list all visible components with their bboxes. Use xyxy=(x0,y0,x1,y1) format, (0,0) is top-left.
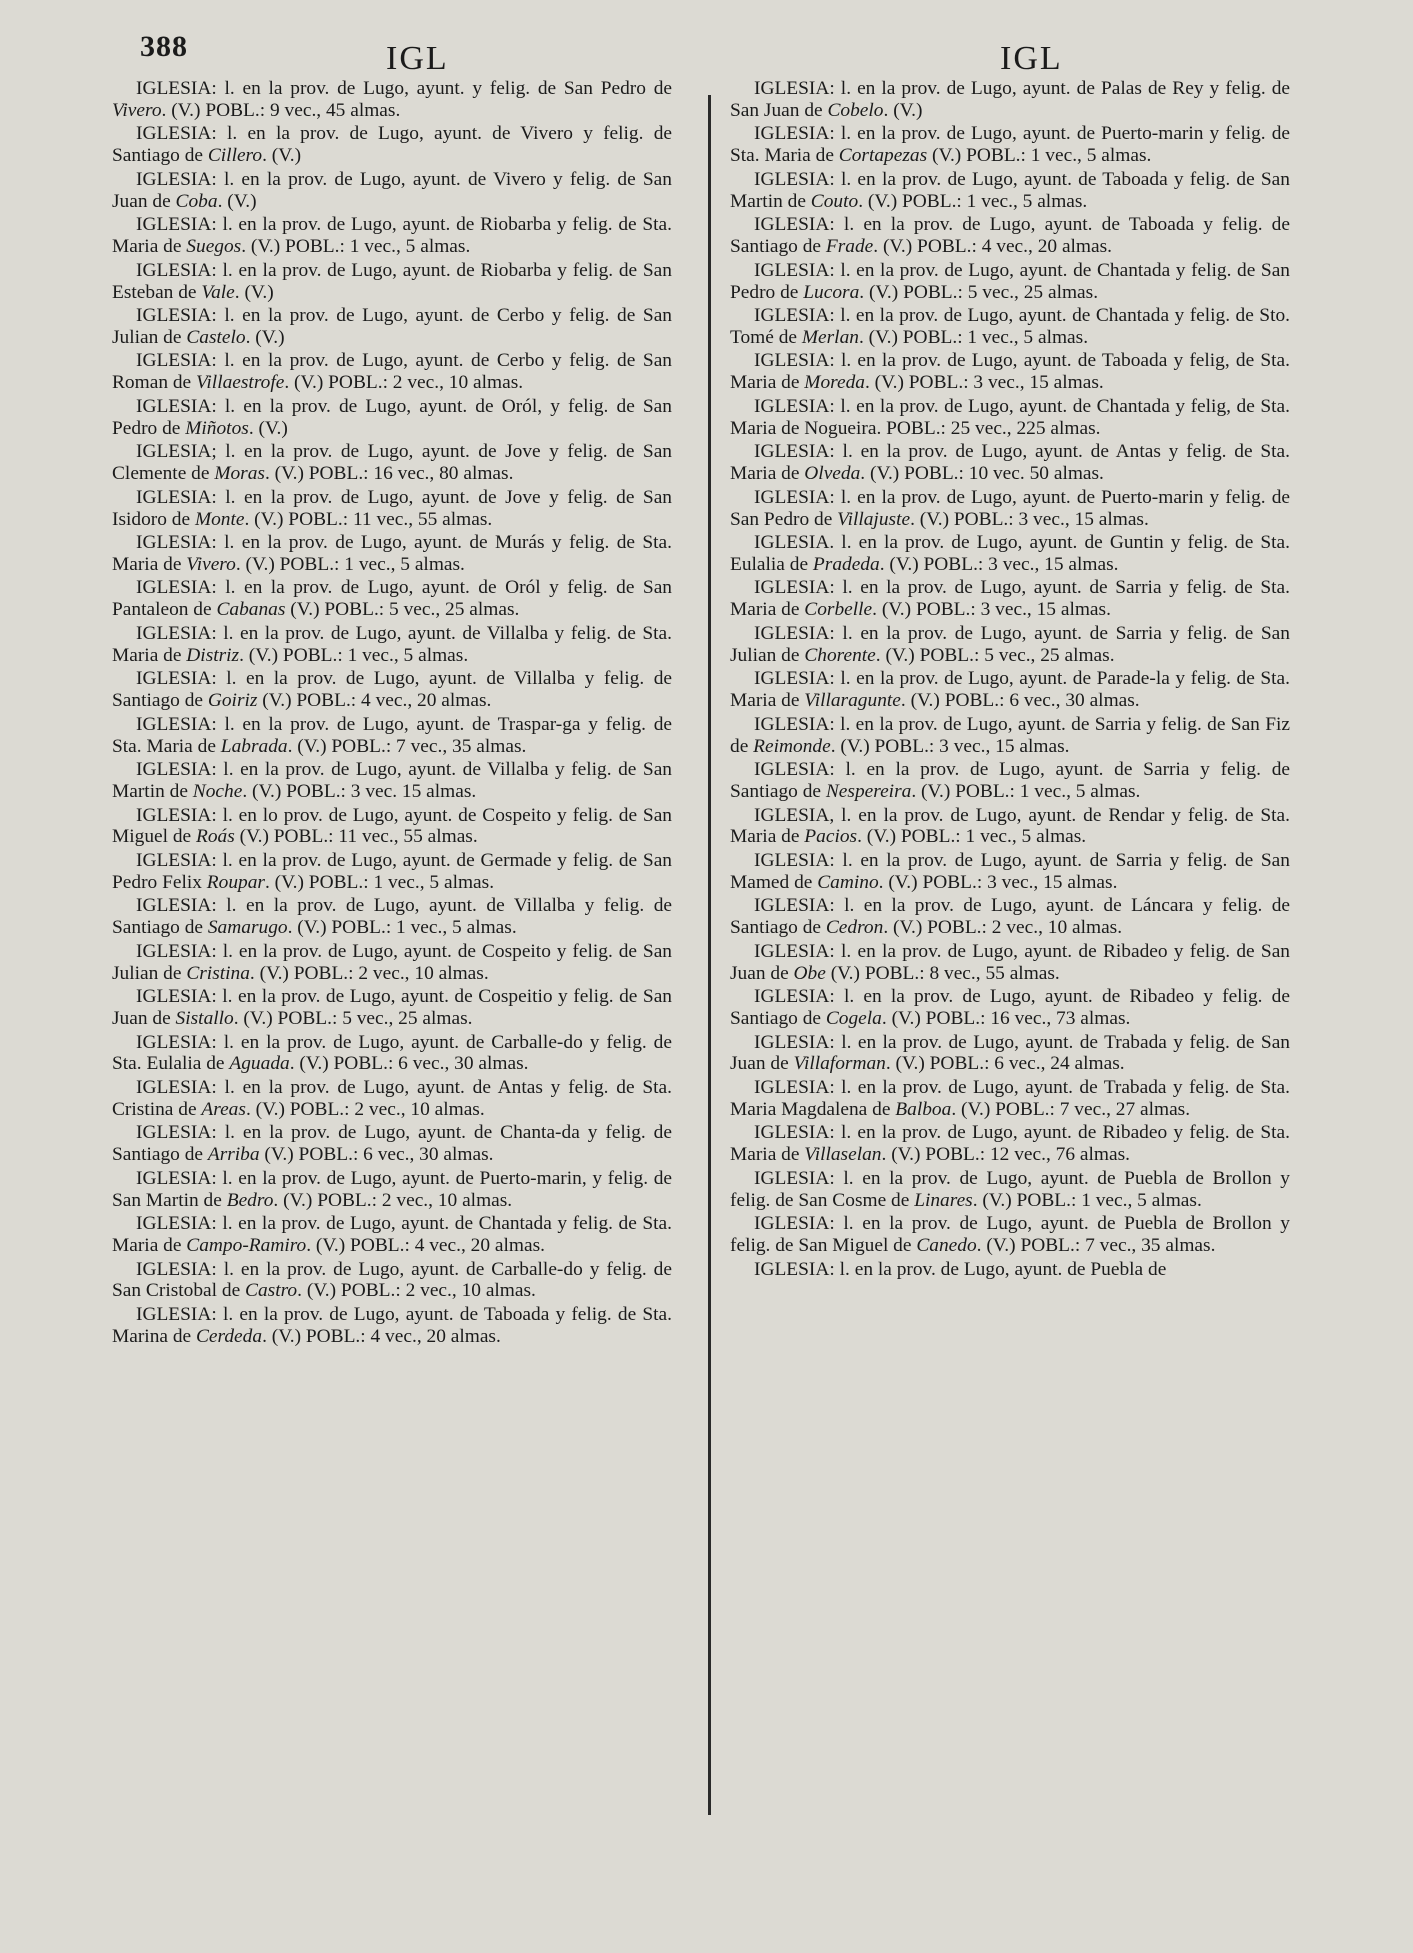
entry-population: . (V.) POBL.: 3 vec., 15 almas. xyxy=(830,735,1070,757)
entry-text: IGLESIA: l. en la prov. de Lugo, ayunt. de Jove y felig. de San Isidoro de xyxy=(112,486,672,530)
parish-name: Roás xyxy=(196,826,235,848)
entry-text: IGLESIA: l. en la prov. de Lugo, ayunt. de Puebla de Brollon y felig. de San Cosme de xyxy=(730,1167,1290,1211)
gazetteer-entry xyxy=(730,487,1290,531)
parish-name: Nespereira xyxy=(825,781,912,802)
parish-name: Villajuste xyxy=(837,508,911,530)
gazetteer-entry xyxy=(730,986,1290,1030)
gazetteer-entry xyxy=(112,1304,672,1348)
entry-population: . (V.) POBL.: 1 vec., 5 almas. xyxy=(287,917,517,939)
entry-text: IGLESIA: l. en la prov. de Lugo, ayunt. de Villalba y felig. de Santiago de xyxy=(112,668,672,712)
parish-name: Obe xyxy=(793,962,826,984)
entry-population: . (V.) POBL.: 4 vec., 20 almas. xyxy=(262,1325,501,1347)
entry-population: . (V.) POBL.: 2 vec., 10 almas. xyxy=(273,1189,513,1211)
entry-text: IGLESIA: l. en la prov. de Lugo, ayunt. de Láncara y felig. de Santiago de xyxy=(730,895,1290,939)
gazetteer-entry xyxy=(730,941,1290,985)
parish-name: Distriz xyxy=(186,644,240,666)
gazetteer-entry xyxy=(730,396,1290,440)
entry-text: IGLESIA: l. en la prov. de Lugo, ayunt. de Riobarba y felig. de San Esteban de xyxy=(112,259,672,303)
entry-text: IGLESIA: l. en la prov. de Lugo, ayunt. de Sarria y felig. de Santiago de xyxy=(730,759,1290,802)
gazetteer-entry xyxy=(730,759,1290,803)
entry-population: (V.) POBL.: 11 vec., 55 almas. xyxy=(234,826,478,848)
gazetteer-entry xyxy=(730,577,1290,621)
parish-name: Arriba xyxy=(207,1144,260,1166)
gazetteer-entry xyxy=(730,1259,1290,1281)
left-column xyxy=(112,78,672,1349)
entry-population: . (V.) xyxy=(217,190,257,212)
entry-text: IGLESIA: l. en la prov. de Lugo, ayunt. de Chantada y felig. de Sta. Maria de xyxy=(112,1213,672,1257)
entry-text: IGLESIA. l. en la prov. de Lugo, ayunt. de Guntin y felig. de Sta. Eulalia de xyxy=(730,532,1290,575)
parish-name: Canedo xyxy=(916,1235,977,1257)
entry-text: IGLESIA: l. en la prov. de Lugo, ayunt. de Sarria y felig. de Sta. Maria de xyxy=(730,577,1290,621)
entry-text: IGLESIA: l. en la prov. de Lugo, ayunt. de Ribadeo y felig. de Sta. Maria de xyxy=(730,1122,1290,1166)
parish-name: Suegos xyxy=(186,236,242,258)
entry-population: . (V.) POBL.: 3 vec., 15 almas. xyxy=(879,553,1119,575)
entry-text: IGLESIA: l. en la prov. de Lugo, ayunt. de Sarria y felig. de San Mamed de xyxy=(730,849,1290,893)
parish-name: Roupar xyxy=(206,871,265,893)
entry-population: . (V.) POBL.: 1 vec., 5 almas. xyxy=(241,236,471,258)
parish-name: Noche xyxy=(192,781,243,802)
gazetteer-entry xyxy=(730,78,1290,122)
entry-population: . (V.) POBL.: 4 vec., 20 almas. xyxy=(306,1235,545,1257)
gazetteer-entry xyxy=(112,577,672,621)
right-column xyxy=(730,78,1290,1282)
parish-name: Cristina xyxy=(186,962,250,984)
entry-text: IGLESIA: l. en la prov. de Lugo, ayunt. de Villalba y felig. de San Martin de xyxy=(112,759,672,802)
gazetteer-entry xyxy=(730,714,1290,758)
parish-name: Cobelo xyxy=(827,99,884,121)
entry-text: IGLESIA: l. en la prov. de Lugo, ayunt. de Cospeitio y felig. de San Juan de xyxy=(112,986,672,1030)
gazetteer-entry xyxy=(730,169,1290,213)
entry-population: . (V.) POBL.: 6 vec., 30 almas. xyxy=(900,690,1140,712)
gazetteer-entry xyxy=(730,123,1290,167)
gazetteer-entry xyxy=(730,350,1290,394)
entry-population: . (V.) POBL.: 7 vec., 35 almas. xyxy=(287,735,527,757)
entry-text: IGLESIA: l. en la prov. de Lugo, ayunt. de Sarria y felig. de San Fiz de xyxy=(730,713,1290,757)
entry-text: IGLESIA, l. en la prov. de Lugo, ayunt. de Rendar y felig. de Sta. Maria de xyxy=(730,804,1290,848)
entry-text: IGLESIA: l. en la prov. de Lugo, ayunt. de Puerto-marin y felig. de Sta. Maria de xyxy=(730,123,1290,167)
gazetteer-entry xyxy=(112,532,672,576)
entry-text: IGLESIA: l. en la prov. de Lugo, ayunt. de Oról, y felig. de San Pedro de xyxy=(112,395,672,439)
entry-text: IGLESIA: l. en la prov. de Lugo, ayunt. de Murás y felig. de Sta. Maria de xyxy=(112,532,672,575)
entry-text: IGLESIA: l. en la prov. de Lugo, ayunt. de Vivero y felig. de Santiago de xyxy=(112,123,672,167)
parish-name: Corbelle xyxy=(804,599,873,621)
parish-name: Villaforman xyxy=(793,1053,886,1075)
running-head-right: IGL xyxy=(1000,40,1063,77)
entry-text: IGLESIA: l. en la prov. de Lugo, ayunt. de Puebla de xyxy=(754,1258,1167,1280)
parish-name: Couto xyxy=(810,190,859,212)
entry-text: IGLESIA: l. en la prov. de Lugo, ayunt. de Taboada y felig, de Sta. Maria de xyxy=(730,350,1290,394)
parish-name: Moras xyxy=(214,463,265,485)
parish-name: Cillero xyxy=(207,145,263,167)
parish-name: Villaragunte xyxy=(804,690,901,712)
entry-text: IGLESIA: l. en la prov. de Lugo, ayunt. de Germade y felig. de San Pedro Felix xyxy=(112,849,672,893)
parish-name: Vivero xyxy=(112,99,162,121)
entry-text: IGLESIA: l. en la prov. de Lugo, ayunt. de Vivero y felig. de San Juan de xyxy=(112,168,672,212)
entry-population: (V.) POBL.: 6 vec., 30 almas. xyxy=(259,1144,494,1166)
parish-name: Areas xyxy=(201,1098,246,1120)
gazetteer-entry xyxy=(112,850,672,894)
gazetteer-entry xyxy=(112,1122,672,1166)
entry-text: IGLESIA: l. en la prov. de Lugo, ayunt. de Villalba y felig. de Santiago de xyxy=(112,895,672,939)
entry-population: (V.) POBL.: 5 vec., 25 almas. xyxy=(285,599,520,621)
entry-population: . (V.) xyxy=(234,281,274,303)
entry-population: . (V.) xyxy=(262,145,302,167)
entry-text: IGLESIA: l. en lo prov. de Lugo, ayunt. de Cospeito y felig. de San Miguel de xyxy=(112,804,672,848)
gazetteer-entry xyxy=(112,759,672,803)
entry-population: . (V.) POBL.: 5 vec., 25 almas. xyxy=(233,1008,473,1030)
parish-name: Chorente xyxy=(804,644,876,666)
entry-text: IGLESIA: l. en la prov. de Lugo, ayunt. de Carballe-do y felig. de San Cristobal de xyxy=(112,1258,672,1302)
parish-name: Cortapezas xyxy=(838,145,928,167)
gazetteer-entry xyxy=(112,305,672,349)
entry-population: . (V.) POBL.: 11 vec., 55 almas. xyxy=(244,508,493,530)
entry-population: . (V.) POBL.: 1 vec., 5 almas. xyxy=(858,190,1088,212)
parish-name: Camino xyxy=(817,871,879,893)
parish-name: Pacios xyxy=(804,826,858,848)
entry-text: IGLESIA: l. en la prov. de Lugo, ayunt. de Chantada y felig. de Sto. Tomé de xyxy=(730,305,1290,348)
parish-name: Campo-Ramiro xyxy=(186,1235,307,1257)
entry-population: . (V.) POBL.: 4 vec., 20 almas. xyxy=(873,236,1113,258)
gazetteer-entry xyxy=(730,441,1290,485)
gazetteer-entry xyxy=(730,214,1290,258)
entry-text: IGLESIA: l. en la prov. de Lugo, ayunt. de Puerto-marin y felig. de San Pedro de xyxy=(730,486,1290,530)
parish-name: Goiriz xyxy=(207,690,258,712)
entry-text: IGLESIA: l. en la prov. de Lugo, ayunt. de Puerto-marin, y felig. de San Martin de xyxy=(112,1167,672,1211)
entry-text: IGLESIA: l. en la prov. de Lugo, ayunt. de Antas y felig. de Sta. Cristina de xyxy=(112,1076,672,1120)
entry-text: IGLESIA: l. en la prov. de Lugo, ayunt. de Ribadeo y felig. de Santiago de xyxy=(730,986,1290,1030)
gazetteer-entry xyxy=(730,1032,1290,1076)
entry-population: . (V.) POBL.: 2 vec., 10 almas. xyxy=(249,962,489,984)
entry-population: . (V.) POBL.: 2 vec., 10 almas. xyxy=(284,372,524,394)
entry-population: . (V.) POBL.: 7 vec., 35 almas. xyxy=(976,1235,1216,1257)
parish-name: Villaestrofe xyxy=(196,372,285,394)
gazetteer-entry xyxy=(112,805,672,849)
gazetteer-entry xyxy=(112,169,672,213)
entry-population: . (V.) POBL.: 3 vec., 15 almas. xyxy=(864,372,1104,394)
entry-text: IGLESIA: l. en la prov. de Lugo, ayunt. de Trabada y felig. de Sta. Maria Magdalena de xyxy=(730,1076,1290,1120)
parish-name: Moreda xyxy=(804,372,865,394)
parish-name: Reimonde xyxy=(753,735,831,757)
gazetteer-entry xyxy=(112,1168,672,1212)
entry-text: IGLESIA: l. en la prov. de Lugo, ayunt. de Puebla de Brollon y felig. de San Miguel de xyxy=(730,1213,1290,1257)
entry-text: IGLESIA: l. en la prov. de Lugo, ayunt. de Parade-la y felig. de Sta. Maria de xyxy=(730,668,1290,712)
page-number: 388 xyxy=(140,30,188,63)
entry-text: IGLESIA: l. en la prov. de Lugo, ayunt. y felig. de San Pedro de xyxy=(136,78,672,99)
entry-population: . (V.) POBL.: 1 vec., 5 almas. xyxy=(858,326,1089,348)
entry-text: IGLESIA: l. en la prov. de Lugo, ayunt. de Cerbo y felig. de San Julian de xyxy=(112,305,672,348)
entry-text: IGLESIA: l. en la prov. de Lugo, ayunt. de Taboada y felig. de Santiago de xyxy=(730,214,1290,258)
entry-population: . (V.) POBL.: 3 vec., 15 almas. xyxy=(910,508,1149,530)
parish-name: Miñotos xyxy=(185,417,249,439)
entry-text: IGLESIA: l. en la prov. de Lugo, ayunt. de Cospeito y felig. de San Julian de xyxy=(112,940,672,984)
entry-population: . (V.) POBL.: 2 vec., 10 almas. xyxy=(297,1280,536,1302)
entry-text: IGLESIA; l. en la prov. de Lugo, ayunt. de Jove y felig. de San Clemente de xyxy=(112,441,672,485)
parish-name: Aguada xyxy=(229,1053,290,1075)
parish-name: Bedro xyxy=(226,1189,274,1211)
entry-text: IGLESIA: l. en la prov. de Lugo, ayunt. de Cerbo y felig. de San Roman de xyxy=(112,350,672,394)
entry-text: IGLESIA: l. en la prov. de Lugo, ayunt. de Villalba y felig. de Sta. Maria de xyxy=(112,622,672,666)
gazetteer-entry xyxy=(730,532,1290,576)
gazetteer-entry xyxy=(730,1168,1290,1212)
entry-population: . (V.) POBL.: 7 vec., 27 almas. xyxy=(951,1098,1191,1120)
entry-population: . (V.) POBL.: 3 vec. 15 almas. xyxy=(242,781,477,802)
entry-population: . (V.) POBL.: 6 vec., 30 almas. xyxy=(289,1053,529,1075)
gazetteer-entry xyxy=(112,350,672,394)
column-divider xyxy=(708,95,711,1815)
entry-population: . (V.) POBL.: 16 vec., 73 almas. xyxy=(881,1008,1131,1030)
entry-population: . (V.) POBL.: 5 vec., 25 almas. xyxy=(859,281,1099,303)
parish-name: Merlan xyxy=(801,326,859,348)
entry-text: IGLESIA: l. en la prov. de Lugo, ayunt. de Riobarba y felig. de Sta. Maria de xyxy=(112,214,672,258)
entry-population: . (V.) POBL.: 1 vec., 5 almas. xyxy=(264,871,495,893)
parish-name: Cabanas xyxy=(216,599,286,621)
parish-name: Villaselan xyxy=(804,1144,882,1166)
parish-name: Linares xyxy=(914,1189,973,1211)
parish-name: Monte xyxy=(194,508,245,530)
gazetteer-entry xyxy=(730,805,1290,849)
gazetteer-entry xyxy=(112,986,672,1030)
gazetteer-entry xyxy=(730,305,1290,349)
entry-population: . (V.) POBL.: 3 vec., 15 almas. xyxy=(872,599,1111,621)
entry-text: IGLESIA: l. en la prov. de Lugo, ayunt. de Chantada y felig, de Sta. Maria de Nogueira. POBL.: 25 vec., 225 almas. xyxy=(730,395,1290,439)
entry-population: . (V.) POBL.: 9 vec., 45 almas. xyxy=(161,99,401,121)
parish-name: Cogela xyxy=(825,1008,882,1030)
gazetteer-entry xyxy=(112,441,672,485)
entry-text: IGLESIA: l. en la prov. de Lugo, ayunt. de Taboada y felig. de Sta. Marina de xyxy=(112,1303,672,1347)
entry-population: . (V.) POBL.: 10 vec. 50 almas. xyxy=(860,463,1104,485)
entry-population: . (V.) POBL.: 1 vec., 5 almas. xyxy=(239,644,469,666)
parish-name: Labrada xyxy=(220,735,288,757)
parish-name: Castro xyxy=(245,1280,298,1302)
entry-text: IGLESIA: l. en la prov. de Lugo, ayunt. de Trabada y felig. de San Juan de xyxy=(730,1031,1290,1075)
gazetteer-entry xyxy=(730,850,1290,894)
entry-population: (V.) POBL.: 1 vec., 5 almas. xyxy=(927,145,1152,167)
gazetteer-entry xyxy=(112,123,672,167)
parish-name: Castelo xyxy=(186,326,246,348)
gazetteer-entry xyxy=(112,78,672,122)
entry-population: . (V.) POBL.: 16 vec., 80 almas. xyxy=(264,463,514,485)
entry-text: IGLESIA: l. en la prov. de Lugo, ayunt. de Sarria y felig. de San Julian de xyxy=(730,622,1290,666)
parish-name: Coba xyxy=(175,190,218,212)
gazetteer-entry xyxy=(112,1259,672,1303)
entry-text: IGLESIA: l. en la prov. de Lugo, ayunt. de Chantada y felig. de San Pedro de xyxy=(730,259,1290,303)
parish-name: Balboa xyxy=(895,1098,952,1120)
parish-name: Frade xyxy=(825,236,874,258)
gazetteer-entry xyxy=(112,487,672,531)
gazetteer-entry xyxy=(730,260,1290,304)
gazetteer-entry xyxy=(112,1032,672,1076)
entry-population: . (V.) POBL.: 1 vec., 5 almas. xyxy=(235,553,465,575)
entry-text: IGLESIA: l. en la prov. de Lugo, ayunt. de Traspar-ga y felig. de Sta. Maria de xyxy=(112,713,672,757)
gazetteer-entry xyxy=(112,1213,672,1257)
entry-text: IGLESIA: l. en la prov. de Lugo, ayunt. de Chanta-da y felig. de Santiago de xyxy=(112,1122,672,1166)
entry-text: IGLESIA: l. en la prov. de Lugo, ayunt. de Ribadeo y felig. de San Juan de xyxy=(730,940,1290,984)
parish-name: Vale xyxy=(201,281,235,303)
parish-name: Pradeda xyxy=(812,553,880,575)
entry-population: . (V.) POBL.: 1 vec., 5 almas. xyxy=(857,826,1087,848)
gazetteer-entry xyxy=(112,623,672,667)
entry-population: . (V.) POBL.: 6 vec., 24 almas. xyxy=(885,1053,1125,1075)
entry-population: . (V.) POBL.: 12 vec., 76 almas. xyxy=(881,1144,1130,1166)
gazetteer-entry xyxy=(730,1122,1290,1166)
entry-population: . (V.) POBL.: 3 vec., 15 almas. xyxy=(878,871,1118,893)
parish-name: Samarugo xyxy=(207,917,288,939)
gazetteer-entry xyxy=(112,1077,672,1121)
parish-name: Cerdeda xyxy=(196,1325,263,1347)
parish-name: Sistallo xyxy=(175,1008,234,1030)
entry-text: IGLESIA: l. en la prov. de Lugo, ayunt. de Palas de Rey y felig. de San Juan de xyxy=(730,78,1290,121)
gazetteer-entry xyxy=(112,260,672,304)
gazetteer-entry xyxy=(730,623,1290,667)
gazetteer-entry xyxy=(730,1077,1290,1121)
gazetteer-entry xyxy=(112,895,672,939)
entry-text: IGLESIA: l. en la prov. de Lugo, ayunt. de Oról y felig. de San Pantaleon de xyxy=(112,577,672,621)
entry-population: . (V.) POBL.: 1 vec., 5 almas. xyxy=(911,781,1141,802)
entry-population: . (V.) POBL.: 1 vec., 5 almas. xyxy=(972,1189,1202,1211)
entry-text: IGLESIA: l. en la prov. de Lugo, ayunt. de Carballe-do y felig. de Sta. Eulalia de xyxy=(112,1031,672,1075)
entry-population: . (V.) POBL.: 2 vec., 10 almas. xyxy=(245,1098,485,1120)
parish-name: Vivero xyxy=(186,553,236,575)
gazetteer-entry xyxy=(730,1213,1290,1257)
parish-name: Olveda xyxy=(804,463,861,485)
parish-name: Cedron xyxy=(825,917,884,939)
entry-text: IGLESIA: l. en la prov. de Lugo, ayunt. de Antas y felig. de Sta. Maria de xyxy=(730,441,1290,485)
gazetteer-entry xyxy=(112,214,672,258)
entry-population: . (V.) xyxy=(883,99,923,121)
entry-population: . (V.) xyxy=(248,417,288,439)
entry-population: . (V.) POBL.: 2 vec., 10 almas. xyxy=(883,917,1123,939)
gazetteer-entry xyxy=(112,941,672,985)
running-head-left: IGL xyxy=(386,40,449,77)
entry-population: . (V.) xyxy=(245,326,285,348)
entry-population: (V.) POBL.: 8 vec., 55 almas. xyxy=(825,962,1060,984)
gazetteer-entry xyxy=(730,895,1290,939)
gazetteer-entry xyxy=(112,396,672,440)
parish-name: Lucora xyxy=(803,281,860,303)
entry-population: (V.) POBL.: 4 vec., 20 almas. xyxy=(257,690,492,712)
gazetteer-entry xyxy=(112,714,672,758)
entry-text: IGLESIA: l. en la prov. de Lugo, ayunt. de Taboada y felig. de San Martin de xyxy=(730,168,1290,212)
entry-population: . (V.) POBL.: 5 vec., 25 almas. xyxy=(875,644,1115,666)
gazetteer-entry xyxy=(730,668,1290,712)
gazetteer-entry xyxy=(112,668,672,712)
